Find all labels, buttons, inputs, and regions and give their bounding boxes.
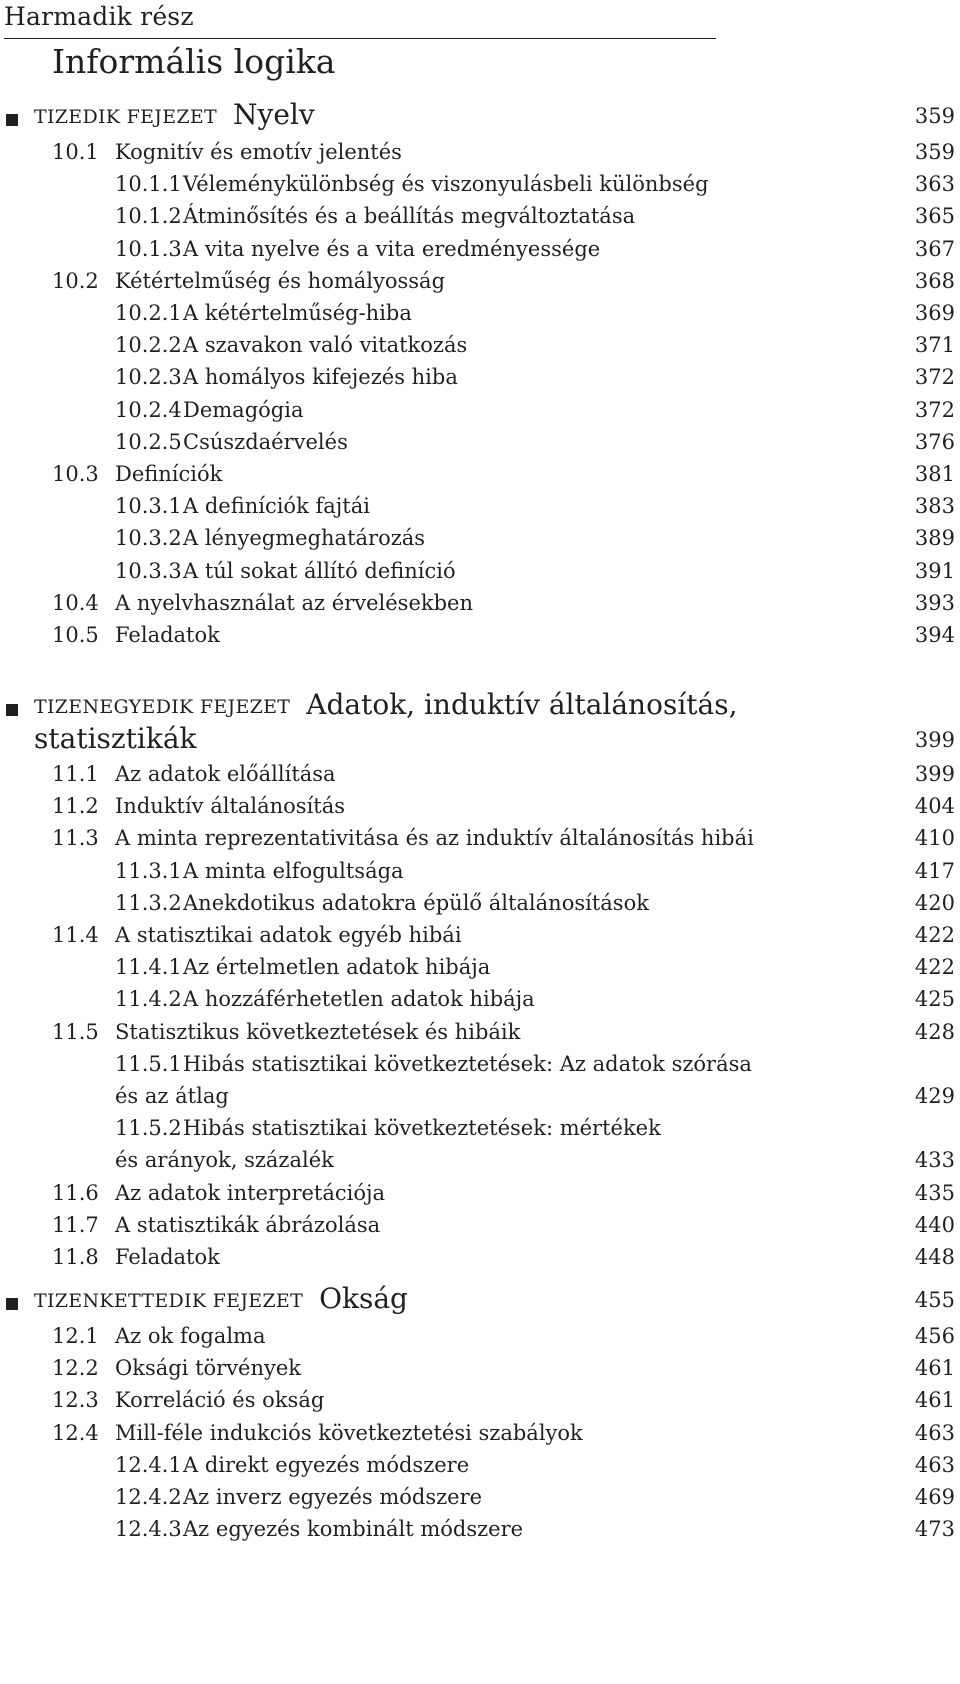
toc-entry[interactable] xyxy=(0,981,960,1017)
entry-page: 435 xyxy=(914,1180,955,1205)
toc-entry[interactable] xyxy=(0,820,960,856)
toc-entry[interactable] xyxy=(0,392,960,428)
entry-title: Az ok fogalma xyxy=(115,1324,266,1348)
toc-entry[interactable] xyxy=(0,756,960,792)
toc-entry[interactable] xyxy=(0,424,960,460)
entry-page: 381 xyxy=(914,462,955,486)
entry-title: A nyelvhasználat az érvelésekben xyxy=(115,590,474,615)
chapter-title: Nyelv xyxy=(233,98,315,131)
entry-title: Véleménykülönbség és viszonyulásbeli különbség xyxy=(183,172,709,197)
chapter-heading[interactable] xyxy=(0,96,960,136)
entry-page: 391 xyxy=(914,558,955,583)
entry-page: 429 xyxy=(914,1084,955,1108)
chapter-bullet-icon xyxy=(6,1298,18,1310)
entry-number: 11.2 xyxy=(52,794,99,819)
toc-entry[interactable] xyxy=(0,1175,960,1211)
entry-number: 11.4.2 xyxy=(115,987,182,1012)
entry-page: 463 xyxy=(914,1452,955,1477)
entry-page: 448 xyxy=(914,1245,955,1269)
entry-number: 11.1 xyxy=(52,762,99,786)
entry-title: A túl sokat állító definíció xyxy=(183,558,456,583)
chapter-title: Okság xyxy=(319,1282,408,1315)
entry-title: A vita nyelve és a vita eredményessége xyxy=(183,236,601,261)
entry-title: A minta reprezentativitása és az induktív általánosítás hibái xyxy=(115,826,754,851)
entry-number: 12.3 xyxy=(52,1388,99,1413)
toc-entry-continued xyxy=(0,1078,960,1114)
entry-title: Induktív általánosítás xyxy=(115,794,346,819)
entry-title: Kétértelműség és homályosság xyxy=(115,268,446,293)
toc-entry-continued xyxy=(0,1142,960,1178)
entry-number: 11.3.2 xyxy=(115,890,182,915)
entry-page: 372 xyxy=(914,397,955,422)
entry-page: 363 xyxy=(914,172,955,197)
entry-page: 425 xyxy=(914,987,955,1012)
chapter-title-line2: statisztikák xyxy=(34,722,197,755)
entry-number: 12.2 xyxy=(52,1356,99,1381)
toc-entry[interactable] xyxy=(0,949,960,985)
part-divider xyxy=(4,38,716,39)
toc-entry[interactable] xyxy=(0,520,960,556)
toc-entry[interactable] xyxy=(0,359,960,395)
toc-entry[interactable] xyxy=(0,1350,960,1386)
entry-title: A szavakon való vitatkozás xyxy=(183,333,468,358)
entry-number: 11.3 xyxy=(52,826,99,851)
entry-page: 404 xyxy=(914,794,955,819)
chapter-label: TIZENKETTEDIK FEJEZET xyxy=(34,1290,304,1312)
toc-entry[interactable] xyxy=(0,1479,960,1515)
toc-entry[interactable] xyxy=(0,1046,960,1082)
entry-page: 368 xyxy=(914,268,955,293)
entry-number: 10.2.3 xyxy=(115,365,182,390)
part-title: Informális logika xyxy=(52,42,336,81)
entry-page: 422 xyxy=(914,955,955,980)
entry-number: 12.4.3 xyxy=(115,1517,182,1542)
entry-number: 10.2.1 xyxy=(115,301,182,325)
entry-title: A kétértelműség-hiba xyxy=(183,301,412,325)
toc-entry[interactable] xyxy=(0,166,960,202)
chapter-bullet-icon xyxy=(6,704,18,716)
chapter-title: Adatok, induktív általánosítás, xyxy=(306,688,738,721)
entry-page: 463 xyxy=(914,1420,955,1445)
chapter-bullet-icon xyxy=(6,114,18,126)
entry-page: 367 xyxy=(914,236,955,261)
entry-number: 10.2.2 xyxy=(115,333,182,358)
entry-number: 10.1.3 xyxy=(115,236,182,261)
entry-title-line2: és az átlag xyxy=(115,1084,229,1108)
entry-title: A lényegmeghatározás xyxy=(183,526,426,551)
entry-title-line2: és arányok, százalék xyxy=(115,1148,334,1173)
entry-title: A direkt egyezés módszere xyxy=(183,1452,470,1477)
entry-number: 11.8 xyxy=(52,1245,99,1269)
entry-page: 469 xyxy=(914,1485,955,1509)
toc-entry[interactable] xyxy=(0,1511,960,1547)
entry-title: Statisztikus következtetések és hibáik xyxy=(115,1019,521,1044)
toc-entry[interactable] xyxy=(0,1207,960,1243)
entry-page: 394 xyxy=(914,623,955,647)
chapter-page: 455 xyxy=(914,1288,955,1312)
toc-entry[interactable] xyxy=(0,885,960,921)
entry-title: Az értelmetlen adatok hibája xyxy=(183,955,491,980)
entry-number: 10.2.5 xyxy=(115,429,182,454)
entry-title: Hibás statisztikai következtetések: Az adatok szórása xyxy=(183,1051,752,1076)
entry-page: 372 xyxy=(914,365,955,390)
entry-title: Átminősítés és a beállítás megváltoztatása xyxy=(183,204,636,229)
entry-title: Hibás statisztikai következtetések: mértékek xyxy=(183,1116,661,1141)
toc-entry[interactable] xyxy=(0,134,960,170)
entry-page: 461 xyxy=(914,1388,955,1413)
chapter-heading[interactable] xyxy=(0,1280,960,1320)
entry-page: 420 xyxy=(914,890,955,915)
toc-entry[interactable] xyxy=(0,231,960,267)
entry-page: 376 xyxy=(914,429,955,454)
entry-page: 393 xyxy=(914,590,955,615)
toc-entry[interactable] xyxy=(0,585,960,621)
entry-page: 389 xyxy=(914,526,955,551)
entry-number: 11.5.1 xyxy=(115,1051,182,1076)
toc-entry[interactable] xyxy=(0,488,960,524)
entry-title: Kognitív és emotív jelentés xyxy=(115,140,402,164)
entry-title: Az adatok interpretációja xyxy=(115,1180,386,1205)
toc-entry[interactable] xyxy=(0,1447,960,1483)
entry-title: Anekdotikus adatokra épülő általánosítások xyxy=(183,890,649,915)
toc-entry[interactable] xyxy=(0,1110,960,1146)
entry-number: 11.5 xyxy=(52,1019,99,1044)
toc-entry[interactable] xyxy=(0,327,960,363)
toc-entry[interactable] xyxy=(0,1318,960,1354)
entry-page: 369 xyxy=(914,301,955,325)
entry-title: A definíciók fajtái xyxy=(183,494,370,519)
entry-number: 10.3.1 xyxy=(115,494,182,519)
toc-entry[interactable] xyxy=(0,263,960,299)
entry-title: A statisztikák ábrázolása xyxy=(115,1212,381,1237)
entry-number: 11.6 xyxy=(52,1180,99,1205)
toc-entry[interactable] xyxy=(0,295,960,331)
toc-entry[interactable] xyxy=(0,198,960,234)
entry-title: Oksági törvények xyxy=(115,1356,302,1381)
entry-number: 10.4 xyxy=(52,590,99,615)
entry-page: 461 xyxy=(914,1356,955,1381)
chapter-label: TIZEDIK FEJEZET xyxy=(34,106,218,128)
entry-number: 10.3.2 xyxy=(115,526,182,551)
entry-number: 10.3 xyxy=(52,462,99,486)
entry-number: 10.3.3 xyxy=(115,558,182,583)
entry-page: 383 xyxy=(914,494,955,519)
entry-number: 10.2.4 xyxy=(115,397,182,422)
entry-number: 10.5 xyxy=(52,623,99,647)
entry-title: A minta elfogultsága xyxy=(183,858,404,883)
entry-number: 12.4 xyxy=(52,1420,99,1445)
entry-number: 11.4.1 xyxy=(115,955,182,980)
entry-title: Az adatok előállítása xyxy=(115,762,336,786)
toc-entry[interactable] xyxy=(0,1415,960,1451)
entry-page: 359 xyxy=(914,140,955,164)
toc-entry[interactable] xyxy=(0,1239,960,1275)
toc-entry[interactable] xyxy=(0,1014,960,1050)
toc-entry[interactable] xyxy=(0,853,960,889)
part-label: Harmadik rész xyxy=(4,2,194,31)
entry-title: A hozzáférhetetlen adatok hibája xyxy=(183,987,535,1012)
entry-page: 417 xyxy=(914,858,955,883)
entry-number: 11.4 xyxy=(52,923,99,947)
entry-number: 11.7 xyxy=(52,1212,99,1237)
toc-entry[interactable] xyxy=(0,617,960,653)
chapter-heading[interactable] xyxy=(0,686,960,726)
entry-title: Definíciók xyxy=(115,462,223,486)
entry-page: 456 xyxy=(914,1324,955,1348)
entry-number: 10.2 xyxy=(52,268,99,293)
entry-page: 365 xyxy=(914,204,955,229)
entry-title: Az inverz egyezés módszere xyxy=(183,1485,483,1509)
entry-page: 410 xyxy=(914,826,955,851)
entry-page: 440 xyxy=(914,1212,955,1237)
toc-entry[interactable] xyxy=(0,788,960,824)
toc-entry[interactable] xyxy=(0,456,960,492)
entry-title: Csúszdaérvelés xyxy=(183,429,348,454)
entry-title: A homályos kifejezés hiba xyxy=(183,365,458,390)
entry-number: 10.1.1 xyxy=(115,172,182,197)
entry-page: 399 xyxy=(914,762,955,786)
entry-number: 12.1 xyxy=(52,1324,99,1348)
chapter-label: TIZENEGYEDIK FEJEZET xyxy=(34,696,291,718)
entry-page: 428 xyxy=(914,1019,955,1044)
toc-entry[interactable] xyxy=(0,553,960,589)
entry-title: A statisztikai adatok egyéb hibái xyxy=(115,923,462,947)
entry-number: 12.4.1 xyxy=(115,1452,182,1477)
entry-number: 11.3.1 xyxy=(115,858,182,883)
entry-title: Mill-féle indukciós következtetési szabályok xyxy=(115,1420,583,1445)
entry-page: 422 xyxy=(914,923,955,947)
entry-title: Feladatok xyxy=(115,623,220,647)
entry-number: 12.4.2 xyxy=(115,1485,182,1509)
entry-title: Az egyezés kombinált módszere xyxy=(183,1517,524,1542)
entry-number: 10.1 xyxy=(52,140,99,164)
entry-title: Korreláció és okság xyxy=(115,1388,325,1413)
toc-entry[interactable] xyxy=(0,1382,960,1418)
toc-entry[interactable] xyxy=(0,917,960,953)
entry-number: 11.5.2 xyxy=(115,1116,182,1141)
entry-page: 371 xyxy=(914,333,955,358)
entry-title: Demagógia xyxy=(183,397,304,422)
entry-title: Feladatok xyxy=(115,1245,220,1269)
entry-number: 10.1.2 xyxy=(115,204,182,229)
entry-page: 433 xyxy=(914,1148,955,1173)
entry-page: 473 xyxy=(914,1517,955,1542)
chapter-page: 399 xyxy=(914,728,955,752)
chapter-page: 359 xyxy=(914,104,955,128)
